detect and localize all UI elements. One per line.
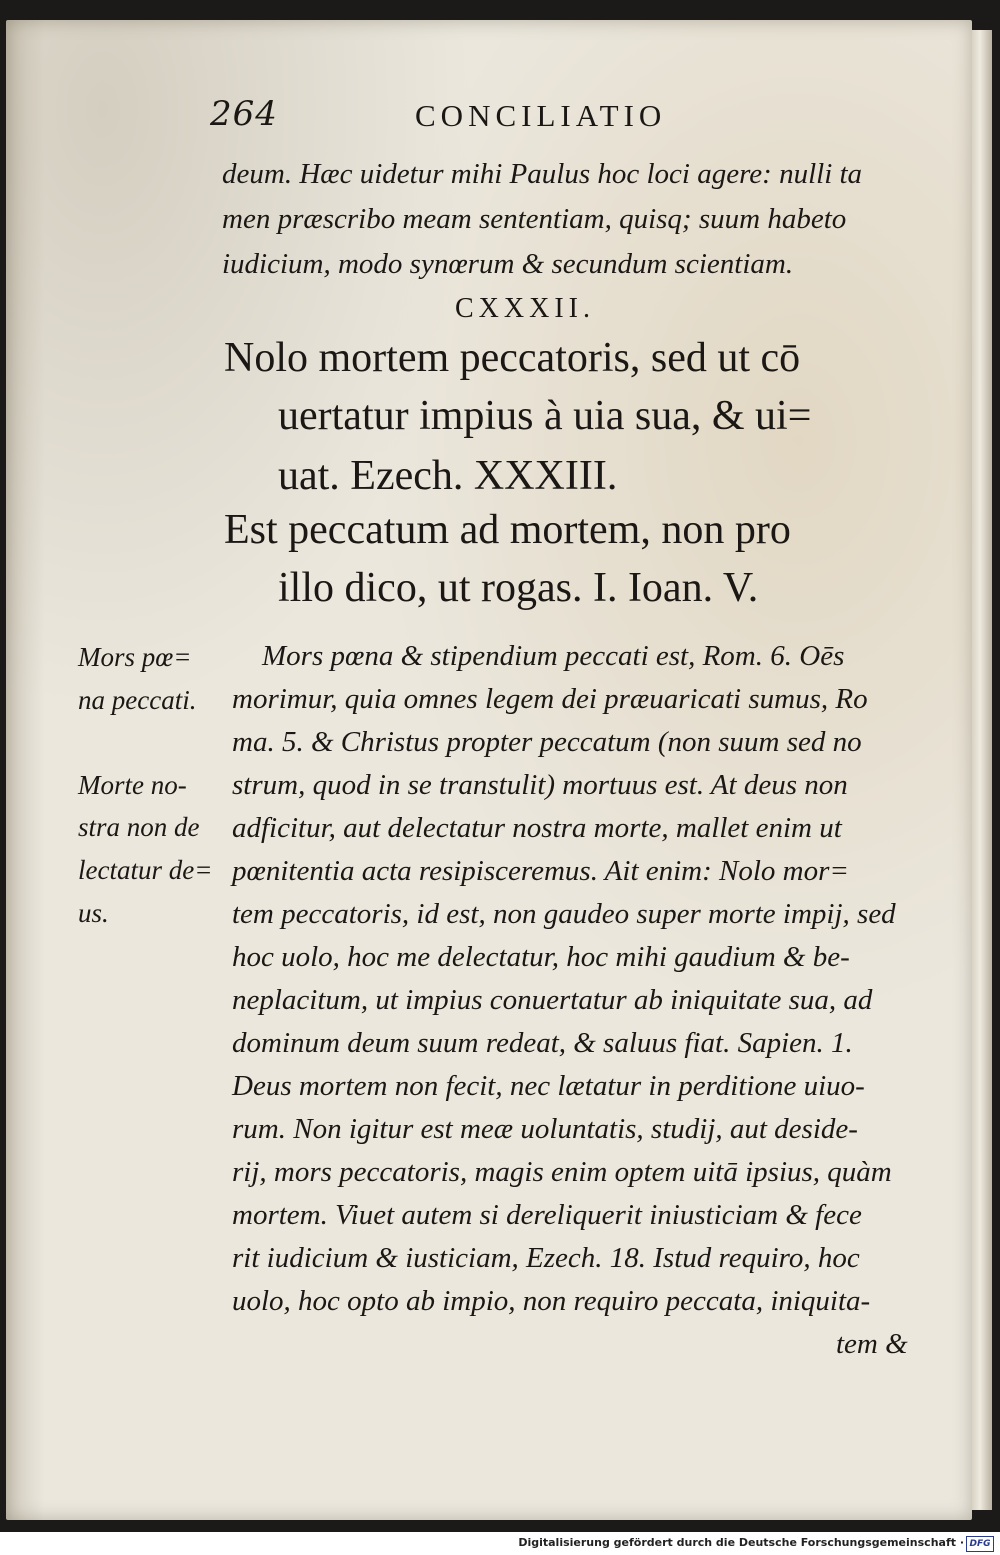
margin-note: us. (78, 898, 109, 928)
funding-notice: Digitalisierung gefördert durch die Deutsche Forschungsgemeinschaft · (518, 1536, 964, 1549)
body-line: Deus mortem non fecit, nec lætatur in perditione uiuo- (232, 1070, 865, 1102)
intro-line: men præscribo meam sententiam, quisq; suum habeto (222, 203, 847, 235)
body-line: rit iudicium & iusticiam, Ezech. 18. Istud requiro, hoc (232, 1242, 860, 1274)
page-edge (972, 30, 992, 1510)
heading-line: Nolo mortem peccatoris, sed ut cō (224, 335, 801, 381)
margin-note: Mors pœ= (78, 642, 192, 672)
heading-line: illo dico, ut rogas. I. Ioan. V. (278, 565, 759, 611)
margin-note: lectatur de= (78, 855, 213, 885)
body-line: neplacitum, ut impius conuertatur ab iniquitate sua, ad (232, 984, 873, 1016)
body-line: strum, quod in se transtulit) mortuus est. At deus non (232, 769, 848, 801)
page-number: 264 (210, 94, 278, 134)
running-title: CONCILIATIO (415, 98, 667, 133)
heading-line: Est peccatum ad mortem, non pro (224, 507, 791, 553)
body-line: pœnitentia acta resipisceremus. Ait enim: Nolo mor= (232, 855, 849, 887)
margin-note: Morte no- (78, 770, 187, 800)
catchword: tem & (836, 1328, 908, 1360)
heading-line: uat. Ezech. XXXIII. (278, 453, 618, 499)
margin-note: stra non de (78, 812, 200, 842)
body-line: uolo, hoc opto ab impio, non requiro peccata, iniquita- (232, 1285, 871, 1317)
body-line: dominum deum suum redeat, & saluus fiat. Sapien. 1. (232, 1027, 853, 1059)
body-line: ma. 5. & Christus propter peccatum (non suum sed no (232, 726, 862, 758)
body-line: morimur, quia omnes legem dei præuaricati sumus, Ro (232, 683, 868, 715)
body-line: adficitur, aut delectatur nostra morte, mallet enim ut (232, 812, 842, 844)
body-line: mortem. Viuet autem si dereliquerit iniusticiam & fece (232, 1199, 862, 1231)
dfg-logo-icon: DFG (966, 1536, 994, 1552)
margin-note: na peccati. (78, 685, 197, 715)
section-number: CXXXII. (455, 293, 595, 324)
heading-line: uertatur impius à uia sua, & ui= (278, 393, 812, 439)
intro-line: deum. Hæc uidetur mihi Paulus hoc loci agere: nulli ta (222, 158, 863, 190)
footer-bar (0, 1532, 1000, 1555)
body-line: tem peccatoris, id est, non gaudeo super morte impij, sed (232, 898, 896, 930)
body-line: Mors pœna & stipendium peccati est, Rom. 6. Oēs (262, 640, 845, 672)
body-line: hoc uolo, hoc me delectatur, hoc mihi gaudium & be- (232, 941, 850, 973)
body-line: rum. Non igitur est meæ uoluntatis, studij, aut deside- (232, 1113, 858, 1145)
intro-line: iudicium, modo synœrum & secundum scientiam. (222, 248, 794, 280)
body-line: rij, mors peccatoris, magis enim optem uitā ipsius, quàm (232, 1156, 892, 1188)
